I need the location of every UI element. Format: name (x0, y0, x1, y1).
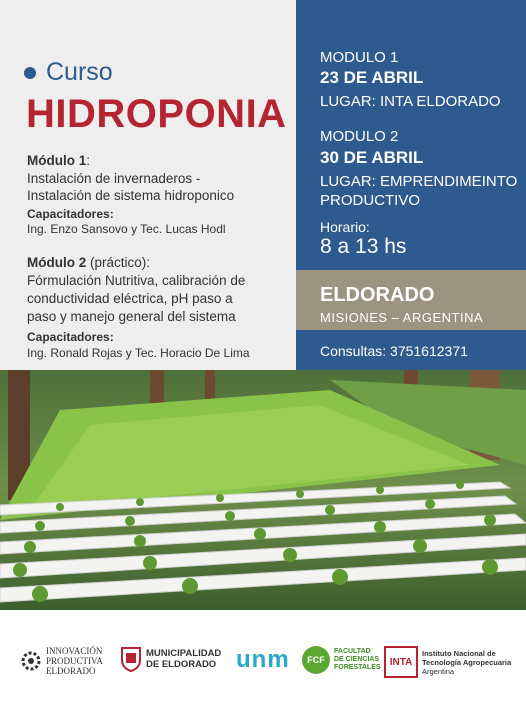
page-title: HIDROPONIA (26, 92, 287, 136)
horario-label: Horario: (320, 219, 370, 235)
module1-heading (27, 152, 90, 169)
module2-heading (27, 254, 150, 271)
logo-inta (384, 646, 511, 678)
logo2-line2: DE ELDORADO (146, 659, 217, 670)
footer-logos (0, 610, 526, 701)
fcf-seal (302, 646, 330, 674)
module2-line2: conductividad eléctrica, pH paso a (27, 291, 233, 306)
logo5-line3: Argentina (422, 666, 455, 676)
module2-date: 30 DE ABRIL (320, 148, 424, 167)
gear-icon (20, 650, 42, 672)
module2-suffix: (práctico): (86, 255, 151, 270)
module1-place: LUGAR: INTA ELDORADO (320, 93, 501, 110)
left-panel (0, 0, 296, 370)
logo1-line2: PRODUCTIVA (46, 656, 103, 666)
shield-icon (120, 646, 142, 672)
module1-date: 23 DE ABRIL (320, 68, 424, 87)
logo-fcf (302, 646, 381, 674)
module1-colon: : (86, 153, 91, 168)
unm-mark: unm (236, 646, 290, 673)
module2-line1: Fórmulación Nutritiva, calibración de (27, 273, 246, 288)
module1-line2: Instalación de sistema hidroponico (27, 188, 235, 203)
logo5-line2: Tecnología Agropecuaria (422, 657, 512, 667)
module1-cap-names: Ing. Enzo Sansovo y Tec. Lucas Hodl (27, 222, 226, 236)
hydroponics-photo (0, 370, 526, 610)
logo4-line1: FACULTAD (334, 648, 371, 655)
module1-label: Módulo 1 (27, 153, 87, 168)
module2-place-line2: PRODUCTIVO (320, 192, 421, 209)
module2-place-line1: LUGAR: EMPRENDIMEINTO (320, 173, 518, 190)
module2-cap-label: Capacitadores: (27, 330, 114, 344)
inta-mark: INTA (389, 656, 413, 668)
greenhouse-image (0, 370, 526, 610)
logo-innovacion (20, 646, 103, 676)
module2-cap-names: Ing. Ronald Rojas y Tec. Horacio De Lima (27, 346, 250, 360)
logo5-line1: Instituto Nacional de (422, 648, 496, 658)
logo-municipalidad (120, 646, 221, 672)
contact-phone: Consultas: 3751612371 (320, 343, 468, 359)
fcf-mark: FCF (307, 655, 325, 665)
logo4-line2: DE CIENCIAS (334, 656, 380, 663)
schedule-panel (296, 0, 526, 270)
module2-label: Módulo 2 (27, 255, 87, 270)
location-city: ELDORADO (320, 284, 435, 306)
course-label (24, 58, 113, 87)
module1-line1: Instalación de invernaderos - (27, 171, 201, 186)
logo1-line1: INNOVACIÓN (46, 646, 103, 656)
location-region: MISIONES – ARGENTINA (320, 310, 484, 325)
logo2-line1: MUNICIPALIDAD (146, 648, 222, 659)
location-band (296, 270, 526, 330)
module1-cap-label: Capacitadores: (27, 207, 114, 221)
horario-value: 8 a 13 hs (320, 235, 407, 258)
bullet-icon (24, 67, 36, 79)
logo4-line3: FORESTALES (334, 664, 381, 671)
logo-unm (236, 646, 290, 674)
inta-mark-box (384, 646, 418, 678)
module2-line3: paso y manejo general del sistema (27, 309, 236, 324)
curso-text: Curso (46, 58, 113, 86)
logo1-line3: ELDORADO (46, 666, 96, 676)
contact-bar (296, 330, 526, 370)
module2-title: MODULO 2 (320, 128, 399, 145)
module1-title: MODULO 1 (320, 49, 399, 66)
